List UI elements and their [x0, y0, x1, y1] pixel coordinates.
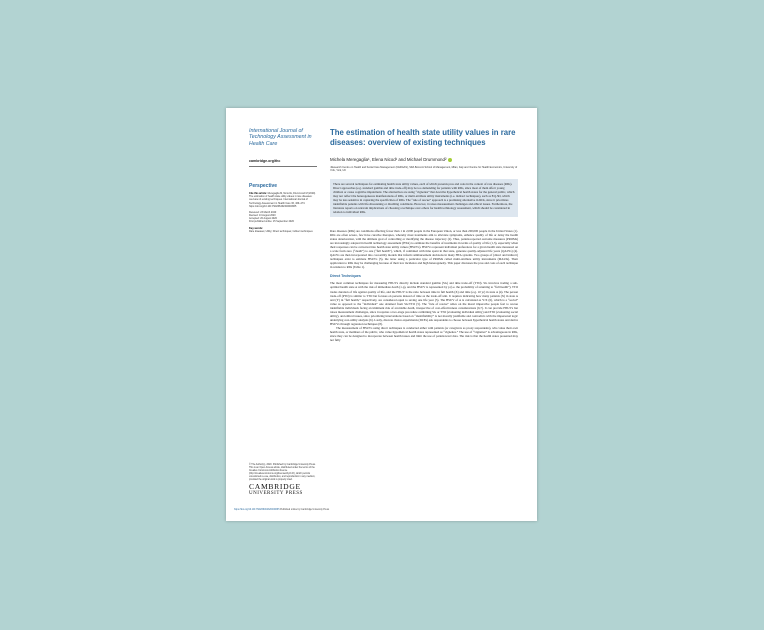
- article-page: [226, 108, 537, 521]
- article-main: [330, 128, 518, 342]
- body-paragraph: The measurement of HSUVs using direct techniques is conducted either with patients (or caregivers as proxy respondents), who value their own health state, or members of the public, who value hypothetical health states represented as “vignettes.” The use of “vignettes” is advantageous in RDs, since they can be designed to incorporate between health issues and limit the use of patient-level data. The risk is that the health states presented may not fully: [330, 325, 518, 343]
- orcid-icon[interactable]: [448, 158, 452, 162]
- affiliations: ¹Research Centre on Health and Social Care Management (CERGAS), SDA Bocconi School of Management, Milan, Italy and ²Centre for Health Economics, University of York, York, UK: [330, 166, 518, 173]
- page-footer: [234, 509, 534, 511]
- authors: [330, 157, 518, 162]
- journal-name-line: Technology Assessment in: [249, 134, 312, 141]
- section-heading: Direct Techniques: [330, 274, 361, 279]
- doi-link[interactable]: https://doi.org/10.1017/S0266462320000665: [234, 509, 280, 511]
- journal-site-link[interactable]: cambridge.org/thc: [249, 159, 281, 164]
- dates: [249, 211, 317, 223]
- article-type: Perspective: [249, 183, 278, 190]
- revised-date: Revised: 13 August 2020: [249, 213, 276, 217]
- article-title: The estimation of health state utility values in rare diseases: overview of existing techniques: [330, 128, 516, 147]
- received-date: Received: 23 March 2020: [249, 210, 277, 214]
- footer-note: Published online by Cambridge University Press: [280, 509, 330, 511]
- publisher-logo-line: UNIVERSITY PRESS: [249, 491, 303, 496]
- author-list: Michela Meregaglia¹, Elena Nicod¹ and Michael Drummond²: [330, 157, 447, 163]
- divider: [249, 166, 317, 167]
- journal-name: [249, 128, 317, 147]
- citation-label: Cite this article:: [249, 192, 267, 196]
- license-notice: © The Author(s), 2020. Published by Cambridge University Press. This is an Open Access article, distributed under the terms of the Creative Commons Attribution licence (http://creativecommons.org/licenses/by/4.0/), which permits unrestricted re-use, distribution, and reproduction in any medium, provided the original work is properly cited.: [249, 464, 316, 481]
- abstract: There are several techniques for estimating health state utility values, each of which presents pros and cons in the context of rare diseases (RDs). Direct approaches (e.g. standard gamble and time trade-off) may be too demanding for patients with RDs, since most of them affect young children or cause cognitive impairment. The alternatives are using “vignettes” that describe hypothetical health states for the general public, which may not reflect the heterogeneous manifestations of RDs, or multi-attribute utility instruments (i.e. indirect techniques), such as EQ-5D, which may be less sensitive in capturing the specificities of RDs. The “rule of rescue” approach is a promising alternative in RDs, since it prioritizes identifiable patients with life-threatening or disabling conditions. However, it raises measurement challenges and ethical issues. Furthermore, the literature reports on relevant implications of choosing a technique over others for health technology assessment, which should be considered in relation to individual RDs.: [330, 179, 518, 217]
- publisher-logo-line: CAMBRIDGE: [249, 482, 301, 491]
- citation-text: Meregaglia M, Nicod E, Drummond M (2020). The estimation of health state utility values in rare diseases: overview of existing techniques. International Journal of Technology Assessment in Health Care 36, 469–473. https://doi.org/10.1017/S0266462320000665: [249, 192, 316, 208]
- intro-paragraph: Rare diseases (RDs) are conditions affecting fewer than 1 in 2,000 people in the European Union, or less than 200,000 people in the United States (1). RDs are often severe, few have curative therapies, whereby most treatments aim to alleviate symptoms, enhance quality of life or delay the health status deterioration, with the ultimate goal of controlling or modifying the disease trajectory (2). Thus, patient-reported outcome measures (PROMs) are increasingly adopted in health technology assessment (HTA) to estimate the benefits of treatments in terms of quality of life (1,3), especially when their responses can be converted into health state utility values (HSUVs). HSUVs represent individual preferences for a given health state measured on a scale from zero (“death”) to one (“full health”), which, if combined with time spent in that state, generate quality-adjusted life years (QALYs) (4). QALYs are then incorporated into cost-utility models that inform reimbursement decisions in many HTA systems. Two groups of (direct and indirect) techniques exist to estimate HSUVs (5), the latter using a particular type of PROMs called multi-attribute utility instruments (MAUIs). Their application to RDs may be challenging because of their low incidence and high heterogeneity. This paper discusses the pros and cons of each technique in relation to RDs (Table 1).: [330, 228, 518, 270]
- keywords: Rare diseases; Utility; Direct techniques; Indirect techniques: [249, 230, 313, 234]
- article-sidebar: [249, 128, 317, 233]
- journal-name-line: International Journal of: [249, 128, 303, 134]
- published-date: First published online: 15 September 2020: [249, 219, 294, 223]
- body-paragraph: The most common techniques for measuring HSUVs directly include standard gamble (SG) and time trade-off (TTO). SG involves trading a sub-optimal health state A with the risk of immediate death (1-p), and the HSUV is represented by p (i.e. the probability of returning to “full health”). TTO trades duration of life against quality of life, and the HSUV is the ratio between time in full health (X) and time (e.g. 10 yr) in state A (4). The person trade-off (PTO) is similar to TTO but focuses on persons instead of time as the trade-off unit. It requires indicating how many patients (X) in state A and (Y) in “full health,” respectively, are considered equal to saving one life year (5). The HSUV of A is calculated as Y/X (6), which is a “social” value as opposed to the “individual” one obtained from SG/TTO (5). The “rule of rescue” relies on the moral imperative people feel to rescue identifiable individuals facing an imminent risk of avoidable death, irrespective of cost-effectiveness considerations (6,7). It can provide HSUVs but raises measurement challenges, since it requires a two-stage procedure combining SG or TTO (evaluating individual utility) and PTO (evaluating social utility), and ethical issues, since prioritizing interventions based on “identifiability” is not morally justifiable and contradicts with the impersonal logic underlying cost-utility analysis (6). Lastly, discrete choice experiments (DCEs) ask respondents to choose between hypothetical health states and derive HSUVs through regression techniques (8).: [330, 281, 518, 326]
- accepted-date: Accepted: 20 August 2020: [249, 216, 277, 220]
- keywords-label: Key words:: [249, 227, 263, 231]
- publisher-logo: [249, 483, 319, 497]
- journal-name-line: Health Care: [249, 140, 278, 147]
- citation: [249, 192, 317, 207]
